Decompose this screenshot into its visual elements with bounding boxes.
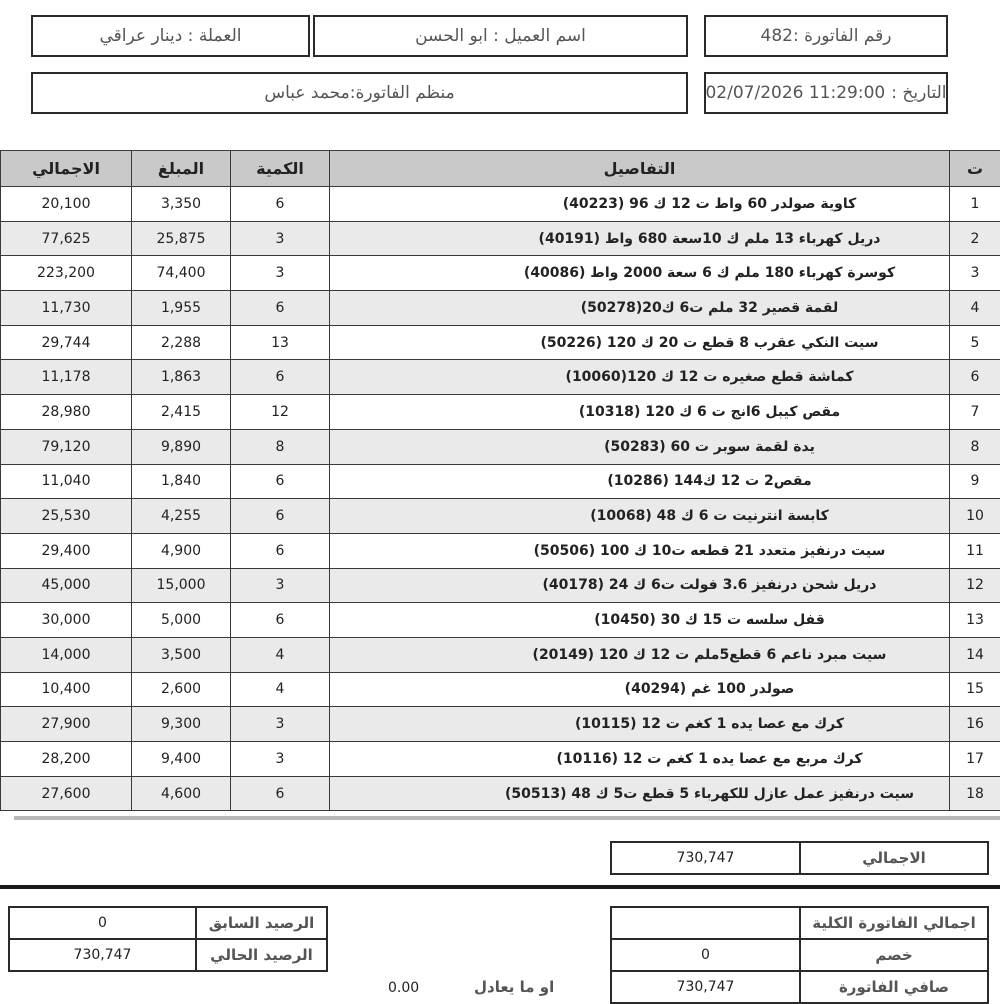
item-description: سيت درنفيز متعدد 21 قطعه ت10 ك 100 (50506) bbox=[534, 543, 886, 559]
prev-balance-value: 0 bbox=[9, 907, 196, 939]
item-description: قفل سلسه ت 15 ك 30 (10450) bbox=[594, 612, 825, 628]
cell-qty: 3 bbox=[231, 256, 330, 291]
cell-index: 18 bbox=[950, 776, 1000, 811]
table-row bbox=[1, 776, 1000, 811]
invoice-organizer bbox=[31, 72, 688, 114]
cell-index: 3 bbox=[950, 256, 1000, 291]
item-description: كرك مربع مع عصا يده 1 كغم ت 12 (10116) bbox=[556, 751, 862, 767]
balance-box bbox=[8, 906, 328, 972]
total-value: 730,747 bbox=[611, 842, 800, 874]
cell-index: 6 bbox=[950, 360, 1000, 395]
cell-qty: 6 bbox=[231, 499, 330, 534]
cell-index: 11 bbox=[950, 533, 1000, 568]
cell-index: 15 bbox=[950, 672, 1000, 707]
cell-qty: 4 bbox=[231, 637, 330, 672]
cell-total: 79,120 bbox=[1, 429, 132, 464]
cell-qty: 13 bbox=[231, 325, 330, 360]
discount-value: 0 bbox=[611, 939, 800, 971]
cell-price: 4,255 bbox=[132, 499, 231, 534]
col-header-qty: الكمية bbox=[231, 151, 330, 187]
cell-price: 9,300 bbox=[132, 707, 231, 742]
cell-qty: 4 bbox=[231, 672, 330, 707]
cell-index: 10 bbox=[950, 499, 1000, 534]
cell-total: 25,530 bbox=[1, 499, 132, 534]
cell-details bbox=[330, 256, 950, 291]
item-description: مقص2 ت 12 ك144 (10286) bbox=[607, 473, 811, 489]
cell-price: 2,288 bbox=[132, 325, 231, 360]
cell-details bbox=[330, 187, 950, 222]
item-description: سيت النكي عقرب 8 قطع ت 20 ك 120 (50226) bbox=[541, 335, 879, 351]
cell-qty: 6 bbox=[231, 360, 330, 395]
curr-balance-value: 730,747 bbox=[9, 939, 196, 971]
table-row bbox=[1, 568, 1000, 603]
table-row bbox=[1, 360, 1000, 395]
cell-details bbox=[330, 395, 950, 430]
cell-qty: 6 bbox=[231, 533, 330, 568]
cell-price: 1,840 bbox=[132, 464, 231, 499]
cell-index: 7 bbox=[950, 395, 1000, 430]
cell-price: 3,500 bbox=[132, 637, 231, 672]
cell-total: 11,040 bbox=[1, 464, 132, 499]
table-row bbox=[1, 395, 1000, 430]
col-header-details: التفاصيل bbox=[330, 151, 950, 187]
cell-qty: 6 bbox=[231, 776, 330, 811]
cell-details bbox=[330, 672, 950, 707]
total-box bbox=[610, 841, 989, 875]
item-description: دريل شحن درنفيز 3.6 فولت ت6 ك 24 (40178) bbox=[543, 577, 877, 593]
cell-qty: 6 bbox=[231, 187, 330, 222]
cell-price: 4,600 bbox=[132, 776, 231, 811]
item-description: دريل كهرباء 13 ملم ك 10سعة 680 واط (40191) bbox=[539, 231, 881, 247]
item-description: سيت مبرد ناعم 6 قطع5ملم ت 12 ك 120 (20149) bbox=[533, 647, 887, 663]
cell-total: 30,000 bbox=[1, 603, 132, 638]
cell-price: 5,000 bbox=[132, 603, 231, 638]
cell-index: 14 bbox=[950, 637, 1000, 672]
table-header-row bbox=[1, 151, 1000, 187]
curr-balance-label: الرصيد الحالي bbox=[196, 939, 327, 971]
cell-details bbox=[330, 360, 950, 395]
cell-details bbox=[330, 221, 950, 256]
cell-index: 12 bbox=[950, 568, 1000, 603]
col-header-price: المبلغ bbox=[132, 151, 231, 187]
table-row bbox=[1, 637, 1000, 672]
table-row bbox=[1, 187, 1000, 222]
prev-balance-label: الرصيد السابق bbox=[196, 907, 327, 939]
cell-index: 13 bbox=[950, 603, 1000, 638]
table-row bbox=[1, 221, 1000, 256]
cell-total: 45,000 bbox=[1, 568, 132, 603]
cell-qty: 6 bbox=[231, 464, 330, 499]
cell-qty: 3 bbox=[231, 221, 330, 256]
cell-index: 1 bbox=[950, 187, 1000, 222]
cell-qty: 3 bbox=[231, 568, 330, 603]
cell-details bbox=[330, 429, 950, 464]
cell-details bbox=[330, 637, 950, 672]
cell-qty: 8 bbox=[231, 429, 330, 464]
cell-price: 1,863 bbox=[132, 360, 231, 395]
item-description: يدة لقمة سوبر ت 60 (50283) bbox=[604, 439, 815, 455]
table-row bbox=[1, 672, 1000, 707]
cell-qty: 6 bbox=[231, 291, 330, 326]
net-value: 730,747 bbox=[611, 971, 800, 1003]
date-label: التاريخ : bbox=[891, 83, 946, 103]
customer-name bbox=[313, 15, 688, 57]
item-description: سيت درنفيز عمل عازل للكهرباء 5 قطع ت5 ك 48 (50513) bbox=[505, 786, 914, 802]
table-row bbox=[1, 464, 1000, 499]
equivalent-label: او ما يعادل bbox=[474, 978, 554, 996]
table-row bbox=[1, 256, 1000, 291]
cell-total: 11,730 bbox=[1, 291, 132, 326]
cell-index: 16 bbox=[950, 707, 1000, 742]
item-description: كابسة انترنيت ت 6 ك 48 (10068) bbox=[590, 508, 829, 524]
cell-qty: 3 bbox=[231, 707, 330, 742]
invoice-number-text: رقم الفاتورة :482 bbox=[761, 26, 892, 46]
cell-index: 2 bbox=[950, 221, 1000, 256]
item-description: كاوية صولدر 60 واط ت 12 ك 96 (40223) bbox=[563, 196, 857, 212]
cell-price: 9,400 bbox=[132, 742, 231, 777]
equivalent-value: 0.00 bbox=[388, 980, 419, 996]
cell-price: 25,875 bbox=[132, 221, 231, 256]
item-description: مقص كيبل 6انج ت 6 ك 120 (10318) bbox=[579, 404, 840, 420]
cell-qty: 6 bbox=[231, 603, 330, 638]
cell-index: 4 bbox=[950, 291, 1000, 326]
discount-label: خصم bbox=[800, 939, 988, 971]
table-row bbox=[1, 603, 1000, 638]
cell-qty: 3 bbox=[231, 742, 330, 777]
invoice-number bbox=[704, 15, 948, 57]
invoice-date bbox=[704, 72, 948, 114]
cell-details bbox=[330, 499, 950, 534]
net-label: صافي الفاتورة bbox=[800, 971, 988, 1003]
cell-total: 20,100 bbox=[1, 187, 132, 222]
divider-thin bbox=[14, 816, 1000, 820]
cell-details bbox=[330, 291, 950, 326]
item-description: كماشة قطع صغيره ت 12 ك 120(10060) bbox=[566, 369, 854, 385]
cell-price: 9,890 bbox=[132, 429, 231, 464]
table-row bbox=[1, 325, 1000, 360]
cell-total: 223,200 bbox=[1, 256, 132, 291]
cell-details bbox=[330, 707, 950, 742]
cell-details bbox=[330, 742, 950, 777]
col-header-total: الاجمالي bbox=[1, 151, 132, 187]
cell-index: 8 bbox=[950, 429, 1000, 464]
cell-details bbox=[330, 464, 950, 499]
cell-price: 2,415 bbox=[132, 395, 231, 430]
cell-index: 17 bbox=[950, 742, 1000, 777]
organizer-text: منظم الفاتورة:محمد عباس bbox=[264, 83, 454, 103]
table-row bbox=[1, 291, 1000, 326]
cell-total: 29,744 bbox=[1, 325, 132, 360]
cell-price: 2,600 bbox=[132, 672, 231, 707]
cell-total: 10,400 bbox=[1, 672, 132, 707]
table-row bbox=[1, 707, 1000, 742]
col-header-index: ت bbox=[950, 151, 1000, 187]
items-table bbox=[0, 150, 1000, 811]
cell-details bbox=[330, 533, 950, 568]
item-description: كرك مع عصا يده 1 كغم ت 12 (10115) bbox=[575, 716, 844, 732]
item-description: لقمة قصير 32 ملم ت6 ك20(50278) bbox=[581, 300, 839, 316]
cell-index: 5 bbox=[950, 325, 1000, 360]
cell-details bbox=[330, 603, 950, 638]
cell-price: 1,955 bbox=[132, 291, 231, 326]
cell-total: 14,000 bbox=[1, 637, 132, 672]
item-description: صولدر 100 غم (40294) bbox=[625, 681, 795, 697]
table-row bbox=[1, 533, 1000, 568]
cell-details bbox=[330, 568, 950, 603]
cell-price: 74,400 bbox=[132, 256, 231, 291]
cell-details bbox=[330, 325, 950, 360]
cell-index: 9 bbox=[950, 464, 1000, 499]
currency bbox=[31, 15, 310, 57]
cell-total: 27,600 bbox=[1, 776, 132, 811]
divider-thick bbox=[0, 885, 1000, 889]
cell-total: 77,625 bbox=[1, 221, 132, 256]
cell-price: 15,000 bbox=[132, 568, 231, 603]
total-label: الاجمالي bbox=[800, 842, 988, 874]
cell-total: 29,400 bbox=[1, 533, 132, 568]
invoice-summary-box bbox=[610, 906, 989, 1004]
cell-price: 3,350 bbox=[132, 187, 231, 222]
invoice-total-value bbox=[611, 907, 800, 939]
cell-total: 28,200 bbox=[1, 742, 132, 777]
cell-qty: 12 bbox=[231, 395, 330, 430]
table-row bbox=[1, 499, 1000, 534]
cell-details bbox=[330, 776, 950, 811]
cell-price: 4,900 bbox=[132, 533, 231, 568]
customer-name-text: اسم العميل : ابو الحسن bbox=[415, 26, 586, 46]
cell-total: 27,900 bbox=[1, 707, 132, 742]
cell-total: 28,980 bbox=[1, 395, 132, 430]
invoice-total-label: اجمالي الفاتورة الكلية bbox=[800, 907, 988, 939]
table-row bbox=[1, 429, 1000, 464]
date-value: 02/07/2026 11:29:00 bbox=[705, 83, 885, 103]
currency-text: العملة : دينار عراقي bbox=[100, 26, 242, 46]
cell-total: 11,178 bbox=[1, 360, 132, 395]
item-description: كوسرة كهرباء 180 ملم ك 6 سعة 2000 واط (40086) bbox=[524, 265, 895, 281]
table-row bbox=[1, 742, 1000, 777]
